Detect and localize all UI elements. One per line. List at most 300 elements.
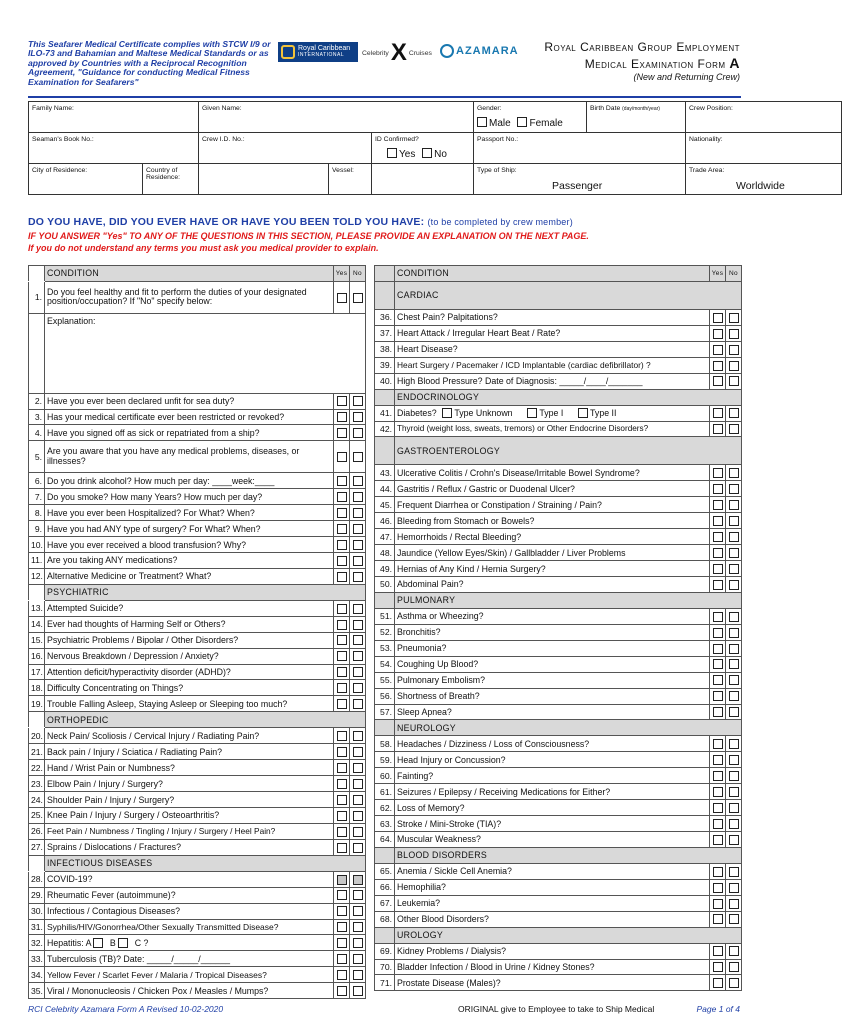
question-row: 16. Nervous Breakdown / Depression / Anxiety? [29,648,366,664]
yes-checkbox[interactable] [337,476,347,486]
nationality-field[interactable] [686,133,842,164]
no-checkbox[interactable] [729,739,739,749]
id-yes-label: Yes [399,149,416,160]
question-row: 60. Fainting? [375,768,742,784]
yes-checkbox[interactable] [337,986,347,996]
questions-heading-text: DO YOU HAVE, DID YOU EVER HAVE OR HAVE YOU BEEN TOLD YOU HAVE: [28,216,425,228]
yes-checkbox[interactable] [337,556,347,566]
question-text: Other Blood Disorders? [395,911,710,927]
question-row: 6. Do you drink alcohol? How much per day: ____week:____ [29,473,366,489]
question-text: Coughing Up Blood? [395,656,710,672]
no-checkbox[interactable] [729,376,739,386]
question-row: 70. Bladder Infection / Blood in Urine / Kidney Stones? [375,959,742,975]
yes-checkbox[interactable] [713,548,723,558]
no-checkbox[interactable] [353,452,363,462]
yes-checkbox[interactable] [337,412,347,422]
question-row: 65. Anemia / Sickle Cell Anemia? [375,863,742,879]
yes-checkbox[interactable] [337,827,347,837]
question-row: 56. Shortness of Breath? [375,688,742,704]
question-row: 13. Attempted Suicide? [29,600,366,616]
yes-checkbox[interactable] [337,572,347,582]
question-text: Prostate Disease (Males)? [395,975,710,991]
question-row: 55. Pulmonary Embolism? [375,672,742,688]
hepatitis-b-checkbox[interactable] [118,938,128,948]
question-row: 7. Do you smoke? How many Years? How much per day? [29,489,366,505]
question-row: 24. Shoulder Pain / Injury / Surgery? [29,792,366,808]
yes-checkbox[interactable] [713,424,723,434]
question-row: 9. Have you had ANY type of surgery? For What? When? [29,521,366,537]
yes-checkbox[interactable] [337,843,347,853]
no-checkbox[interactable] [729,835,739,845]
yes-checkbox[interactable] [337,922,347,932]
form-title-line2 [544,55,740,71]
question-text: Feet Pain / Numbness / Tingling / Injury / Surgery / Heel Pain? [45,823,334,839]
question-row: 18. Difficulty Concentrating on Things? [29,680,366,696]
no-checkbox[interactable] [729,424,739,434]
question-row: 21. Back pain / Injury / Sciatica / Radiating Pain? [29,744,366,760]
hepatitis-b-label: B [109,937,116,948]
no-checkbox[interactable] [353,954,363,964]
diabetes-label: Diabetes? [397,407,437,418]
ship-type-value: Passenger [552,180,603,192]
rci-logo-text: Royal Caribbean [298,44,351,52]
yes-checkbox[interactable] [713,978,723,988]
id-yes-checkbox[interactable] [387,148,397,158]
yes-checkbox[interactable] [337,906,347,916]
no-checkbox[interactable] [353,875,363,885]
yes-checkbox[interactable] [713,962,723,972]
yes-checkbox[interactable] [337,890,347,900]
question-row: 64. Muscular Weakness? [375,832,742,848]
yes-checkbox[interactable] [337,875,347,885]
id-confirmed-field [372,133,474,164]
yes-checkbox[interactable] [713,500,723,510]
question-text [395,405,710,421]
yes-checkbox[interactable] [713,532,723,542]
question-text: Bladder Infection / Blood in Urine / Kidney Stones? [395,959,710,975]
ship-type-field [474,164,686,195]
question-row: 39. Heart Surgery / Pacemaker / ICD Implantable (cardiac defibrillator) ? [375,357,742,373]
crown-anchor-icon [281,45,295,59]
yes-checkbox[interactable] [337,970,347,980]
yes-checkbox[interactable] [337,667,347,677]
no-checkbox[interactable] [353,731,363,741]
header-divider [28,96,741,98]
form-title-line1: Royal Caribbean Group Employment [544,40,740,54]
question-text: Fainting? [395,768,710,784]
section-endocrinology: ENDOCRINOLOGY [395,389,742,405]
yes-header: Yes [710,266,726,282]
yes-checkbox[interactable] [337,683,347,693]
yes-checkbox[interactable] [337,428,347,438]
question-row: 22. Hand / Wrist Pain or Numbness? [29,760,366,776]
question-text: Frequent Diarrhea or Constipation / Straining / Pain? [395,497,710,513]
question-row: 15. Psychiatric Problems / Bipolar / Other Disorders? [29,632,366,648]
no-checkbox[interactable] [729,755,739,765]
yes-checkbox[interactable] [713,787,723,797]
no-header: No [726,266,742,282]
question-text: Do you feel healthy and fit to perform the duties of your designated position/occupation? If "No" specify below: [45,281,334,313]
crew-position-field[interactable] [686,102,842,133]
yes-checkbox[interactable] [713,803,723,813]
question-text: Do you smoke? How many Years? How much per day? [45,489,334,505]
no-checkbox[interactable] [729,867,739,877]
family-name-field[interactable] [29,102,199,133]
no-checkbox[interactable] [353,524,363,534]
azamara-ring-icon [440,44,454,58]
no-checkbox[interactable] [353,779,363,789]
id-no-label: No [434,149,447,160]
no-checkbox[interactable] [729,691,739,701]
no-checkbox[interactable] [729,408,739,418]
celebrity-logo-text: Celebrity [362,49,389,57]
birth-date-field[interactable] [587,102,686,133]
yes-checkbox[interactable] [337,452,347,462]
question-row: 71. Prostate Disease (Males)? [375,975,742,991]
type-1-label: Type I [539,407,564,418]
question-text: Muscular Weakness? [395,832,710,848]
yes-checkbox[interactable] [337,763,347,773]
question-row: 14. Ever had thoughts of Harming Self or Others? [29,616,366,632]
no-checkbox[interactable] [729,962,739,972]
question-row: 49. Hernias of Any Kind / Hernia Surgery? [375,561,742,577]
yes-checkbox[interactable] [337,779,347,789]
no-checkbox[interactable] [353,763,363,773]
question-row: 43. Ulcerative Colitis / Crohn's Disease/Irritable Bowel Syndrome? [375,465,742,481]
passport-label: Passport No.: [477,136,519,143]
yes-checkbox[interactable] [337,651,347,661]
type-unknown-label: Type Unknown [454,407,513,418]
yes-checkbox[interactable] [713,408,723,418]
type-2-label: Type II [590,407,617,418]
no-checkbox[interactable] [353,906,363,916]
question-row: 10. Have you ever received a blood transfusion? Why? [29,537,366,553]
question-row: 40. High Blood Pressure? Date of Diagnosis: _____/____/_______ [375,373,742,389]
no-checkbox[interactable] [729,803,739,813]
yes-checkbox[interactable] [713,345,723,355]
yes-checkbox[interactable] [713,468,723,478]
given-name-label: Given Name: [202,105,242,112]
given-name-field[interactable] [199,102,474,133]
trade-area-value: Worldwide [736,180,785,192]
yes-checkbox[interactable] [713,899,723,909]
no-checkbox[interactable] [729,532,739,542]
no-checkbox[interactable] [729,313,739,323]
yes-checkbox[interactable] [337,731,347,741]
yes-checkbox[interactable] [713,329,723,339]
yes-checkbox[interactable] [713,516,723,526]
question-text: High Blood Pressure? Date of Diagnosis: _____/____/_______ [395,373,710,389]
question-row: 63. Stroke / Mini-Stroke (TIA)? [375,816,742,832]
no-checkbox[interactable] [353,556,363,566]
no-checkbox[interactable] [729,580,739,590]
yes-checkbox[interactable] [337,524,347,534]
yes-checkbox[interactable] [713,867,723,877]
no-checkbox[interactable] [353,396,363,406]
celebrity-logo [362,39,432,66]
no-checkbox[interactable] [353,540,363,550]
country-field-cont[interactable] [199,164,372,195]
yes-checkbox[interactable] [713,707,723,717]
question-text: Elbow Pain / Injury / Surgery? [45,776,334,792]
male-checkbox[interactable] [477,117,487,127]
passport-field[interactable] [474,133,686,164]
question-text: Neck Pain/ Scoliosis / Cervical Injury / Radiating Pain? [45,728,334,744]
question-row: 32. Hepatitis: A B C ? [29,935,366,951]
yes-checkbox[interactable] [337,293,347,303]
no-checkbox[interactable] [353,508,363,518]
crew-id-field[interactable] [199,133,372,164]
no-checkbox[interactable] [729,548,739,558]
section-blood: BLOOD DISORDERS [395,847,742,863]
no-checkbox[interactable] [729,345,739,355]
no-checkbox[interactable] [353,970,363,980]
condition-header: CONDITION [45,266,334,282]
yes-checkbox[interactable] [713,739,723,749]
yes-checkbox[interactable] [713,564,723,574]
no-checkbox[interactable] [353,293,363,303]
no-checkbox[interactable] [353,651,363,661]
question-text: Sleep Apnea? [395,704,710,720]
female-label: Female [529,118,563,129]
birth-date-label: Birth Date [590,105,621,112]
yes-checkbox[interactable] [713,484,723,494]
no-checkbox[interactable] [729,899,739,909]
no-checkbox[interactable] [729,644,739,654]
question-row: 58. Headaches / Dizziness / Loss of Consciousness? [375,736,742,752]
yes-checkbox[interactable] [337,938,347,948]
no-checkbox[interactable] [729,819,739,829]
no-checkbox[interactable] [729,771,739,781]
form-subtitle: (New and Returning Crew) [633,72,740,82]
question-text: Head Injury or Concussion? [395,752,710,768]
question-text: Have you signed off as sick or repatriated from a ship? [45,425,334,441]
no-checkbox[interactable] [729,484,739,494]
birth-date-format: (day/month/year) [622,106,660,112]
yes-checkbox[interactable] [713,946,723,956]
conditions-table-left [28,265,366,999]
yes-checkbox[interactable] [337,747,347,757]
hepatitis-label: Hepatitis: A [47,937,92,948]
no-checkbox[interactable] [729,659,739,669]
id-confirmed-label: ID Confirmed? [375,136,419,143]
yes-checkbox[interactable] [713,612,723,622]
question-text: Attention deficit/hyperactivity disorder (ADHD)? [45,664,334,680]
question-text: Bronchitis? [395,624,710,640]
section-cardiac: CARDIAC [395,281,742,309]
compliance-statement: This Seafarer Medical Certificate complies with STCW I/9 or ILO-73 and Bahamian and Maltese Medical Standards or as approved by Countries with a Reciprocal Recognition Agreement, "Guidance for conducting Medical Fitness Examination for Seafarers" [28,39,271,87]
no-checkbox[interactable] [729,612,739,622]
spacer-cell [29,266,45,282]
question-text: Hemorrhoids / Rectal Bleeding? [395,529,710,545]
yes-checkbox[interactable] [337,954,347,964]
yes-checkbox[interactable] [713,835,723,845]
question-text: Do you drink alcohol? How much per day: ____week:____ [45,473,334,489]
yes-checkbox[interactable] [337,604,347,614]
no-checkbox[interactable] [729,946,739,956]
question-row: 20. Neck Pain/ Scoliosis / Cervical Injury / Radiating Pain? [29,728,366,744]
type-unknown-checkbox[interactable] [442,408,452,418]
no-checkbox[interactable] [353,843,363,853]
yes-checkbox[interactable] [713,883,723,893]
question-text: Heart Surgery / Pacemaker / ICD Implantable (cardiac defibrillator) ? [395,357,710,373]
no-checkbox[interactable] [729,787,739,797]
yes-instruction: IF YOU ANSWER "Yes" TO ANY OF THE QUESTIONS IN THIS SECTION, PLEASE PROVIDE AN EXPLANATION ON THE NEXT PAGE. [28,231,589,241]
question-text: Shoulder Pain / Injury / Surgery? [45,792,334,808]
id-no-checkbox[interactable] [422,148,432,158]
question-row: 50. Abdominal Pain? [375,577,742,593]
question-row: 29. Rheumatic Fever (autoimmune)? [29,887,366,903]
no-checkbox[interactable] [353,604,363,614]
section-orthopedic: ORTHOPEDIC [45,712,366,728]
question-text: Are you taking ANY medications? [45,552,334,568]
yes-checkbox[interactable] [713,313,723,323]
form-title [544,40,740,82]
question-row: 11. Are you taking ANY medications? [29,552,366,568]
yes-checkbox[interactable] [337,635,347,645]
question-row: 48. Jaundice (Yellow Eyes/Skin) / Gallbladder / Liver Problems [375,545,742,561]
no-checkbox[interactable] [353,428,363,438]
yes-checkbox[interactable] [337,795,347,805]
no-checkbox[interactable] [353,827,363,837]
celebrity-x-mark: X [390,39,407,66]
no-checkbox[interactable] [353,667,363,677]
yes-checkbox[interactable] [337,699,347,709]
yes-checkbox[interactable] [713,771,723,781]
no-checkbox[interactable] [353,938,363,948]
no-checkbox[interactable] [353,699,363,709]
yes-checkbox[interactable] [337,508,347,518]
question-text: Syphilis/HIV/Gonorrhea/Other Sexually Transmitted Disease? [45,919,334,935]
question-row: 44. Gastritis / Reflux / Gastric or Duodenal Ulcer? [375,481,742,497]
question-row: 5. Are you aware that you have any medical problems, diseases, or illnesses? [29,441,366,473]
azamara-logo-text: AZAMARA [456,45,519,57]
question-text: Nervous Breakdown / Depression / Anxiety? [45,648,334,664]
hepatitis-a-checkbox[interactable] [93,938,103,948]
question-text: Leukemia? [395,895,710,911]
explanation-label: Explanation: [47,315,96,326]
question-text: Have you had ANY type of surgery? For What? When? [45,521,334,537]
yes-checkbox[interactable] [713,361,723,371]
hepatitis-c-label: C ? [134,937,149,948]
no-checkbox[interactable] [353,986,363,996]
no-checkbox[interactable] [353,890,363,900]
no-checkbox[interactable] [353,922,363,932]
question-row: 35. Viral / Mononucleosis / Chicken Pox / Measles / Mumps? [29,983,366,999]
seamans-book-field[interactable] [29,133,199,164]
yes-checkbox[interactable] [713,819,723,829]
question-row: 3. Has your medical certificate ever been restricted or revoked? [29,409,366,425]
question-row: 38. Heart Disease? [375,341,742,357]
no-checkbox[interactable] [729,361,739,371]
no-checkbox[interactable] [729,883,739,893]
question-row: 17. Attention deficit/hyperactivity disorder (ADHD)? [29,664,366,680]
yes-checkbox[interactable] [337,620,347,630]
question-text: Asthma or Wheezing? [395,608,710,624]
question-text: Seizures / Epilepsy / Receiving Medications for Either? [395,784,710,800]
question-text: Anemia / Sickle Cell Anemia? [395,863,710,879]
no-header: No [350,266,366,282]
yes-checkbox[interactable] [337,540,347,550]
question-row: 62. Loss of Memory? [375,800,742,816]
no-checkbox[interactable] [353,412,363,422]
no-checkbox[interactable] [353,572,363,582]
question-text: Stroke / Mini-Stroke (TIA)? [395,816,710,832]
yes-checkbox[interactable] [713,628,723,638]
section-urology: UROLOGY [395,927,742,943]
yes-checkbox[interactable] [713,691,723,701]
type-1-checkbox[interactable] [527,408,537,418]
city-label: City of Residence: [32,167,88,174]
yes-checkbox[interactable] [337,811,347,821]
question-row: 61. Seizures / Epilepsy / Receiving Medications for Either? [375,784,742,800]
type-2-checkbox[interactable] [578,408,588,418]
question-row: 69. Kidney Problems / Dialysis? [375,943,742,959]
no-checkbox[interactable] [729,564,739,574]
no-checkbox[interactable] [729,516,739,526]
no-checkbox[interactable] [353,476,363,486]
question-text: Attempted Suicide? [45,600,334,616]
ship-type-label: Type of Ship: [477,167,517,174]
no-checkbox[interactable] [729,978,739,988]
no-checkbox[interactable] [353,683,363,693]
no-checkbox[interactable] [729,628,739,638]
section-gastro: GASTROENTEROLOGY [395,437,742,465]
female-checkbox[interactable] [517,117,527,127]
vessel-field[interactable] [372,164,474,195]
no-checkbox[interactable] [729,329,739,339]
explanation-field[interactable] [45,313,366,393]
no-checkbox[interactable] [353,811,363,821]
crew-id-label: Crew I.D. No.: [202,136,245,143]
no-checkbox[interactable] [353,795,363,805]
no-checkbox[interactable] [729,675,739,685]
terms-instruction: If you do not understand any terms you must ask you medical provider to explain. [28,243,379,253]
questions-heading-note: (to be completed by crew member) [427,217,573,227]
yes-checkbox[interactable] [713,755,723,765]
nationality-label: Nationality: [689,136,723,143]
yes-checkbox[interactable] [713,659,723,669]
question-text: Thyroid (weight loss, sweats, tremors) or Other Endocrine Disorders? [395,421,710,437]
question-text: Heart Disease? [395,341,710,357]
seamans-book-label: Seaman's Book No.: [32,136,94,143]
question-row: 67. Leukemia? [375,895,742,911]
no-checkbox[interactable] [729,914,739,924]
yes-checkbox[interactable] [713,580,723,590]
no-checkbox[interactable] [729,468,739,478]
city-field[interactable] [29,164,199,195]
yes-checkbox[interactable] [713,644,723,654]
no-checkbox[interactable] [729,707,739,717]
copy-instruction: ORIGINAL give to Employee to take to Ship Medical [458,1004,655,1014]
question-text: Headaches / Dizziness / Loss of Consciousness? [395,736,710,752]
no-checkbox[interactable] [353,620,363,630]
yes-checkbox[interactable] [337,396,347,406]
no-checkbox[interactable] [353,635,363,645]
yes-checkbox[interactable] [337,492,347,502]
question-row: 36. Chest Pain? Palpitations? [375,309,742,325]
yes-checkbox[interactable] [713,914,723,924]
no-checkbox[interactable] [729,500,739,510]
no-checkbox[interactable] [353,492,363,502]
question-row: 8. Have you ever been Hospitalized? For What? When? [29,505,366,521]
no-checkbox[interactable] [353,747,363,757]
yes-checkbox[interactable] [713,675,723,685]
question-text: Viral / Mononucleosis / Chicken Pox / Measles / Mumps? [45,983,334,999]
question-text: Heart Attack / Irregular Heart Beat / Rate? [395,325,710,341]
yes-checkbox[interactable] [713,376,723,386]
question-text: Are you aware that you have any medical problems, diseases, or illnesses? [45,441,334,473]
